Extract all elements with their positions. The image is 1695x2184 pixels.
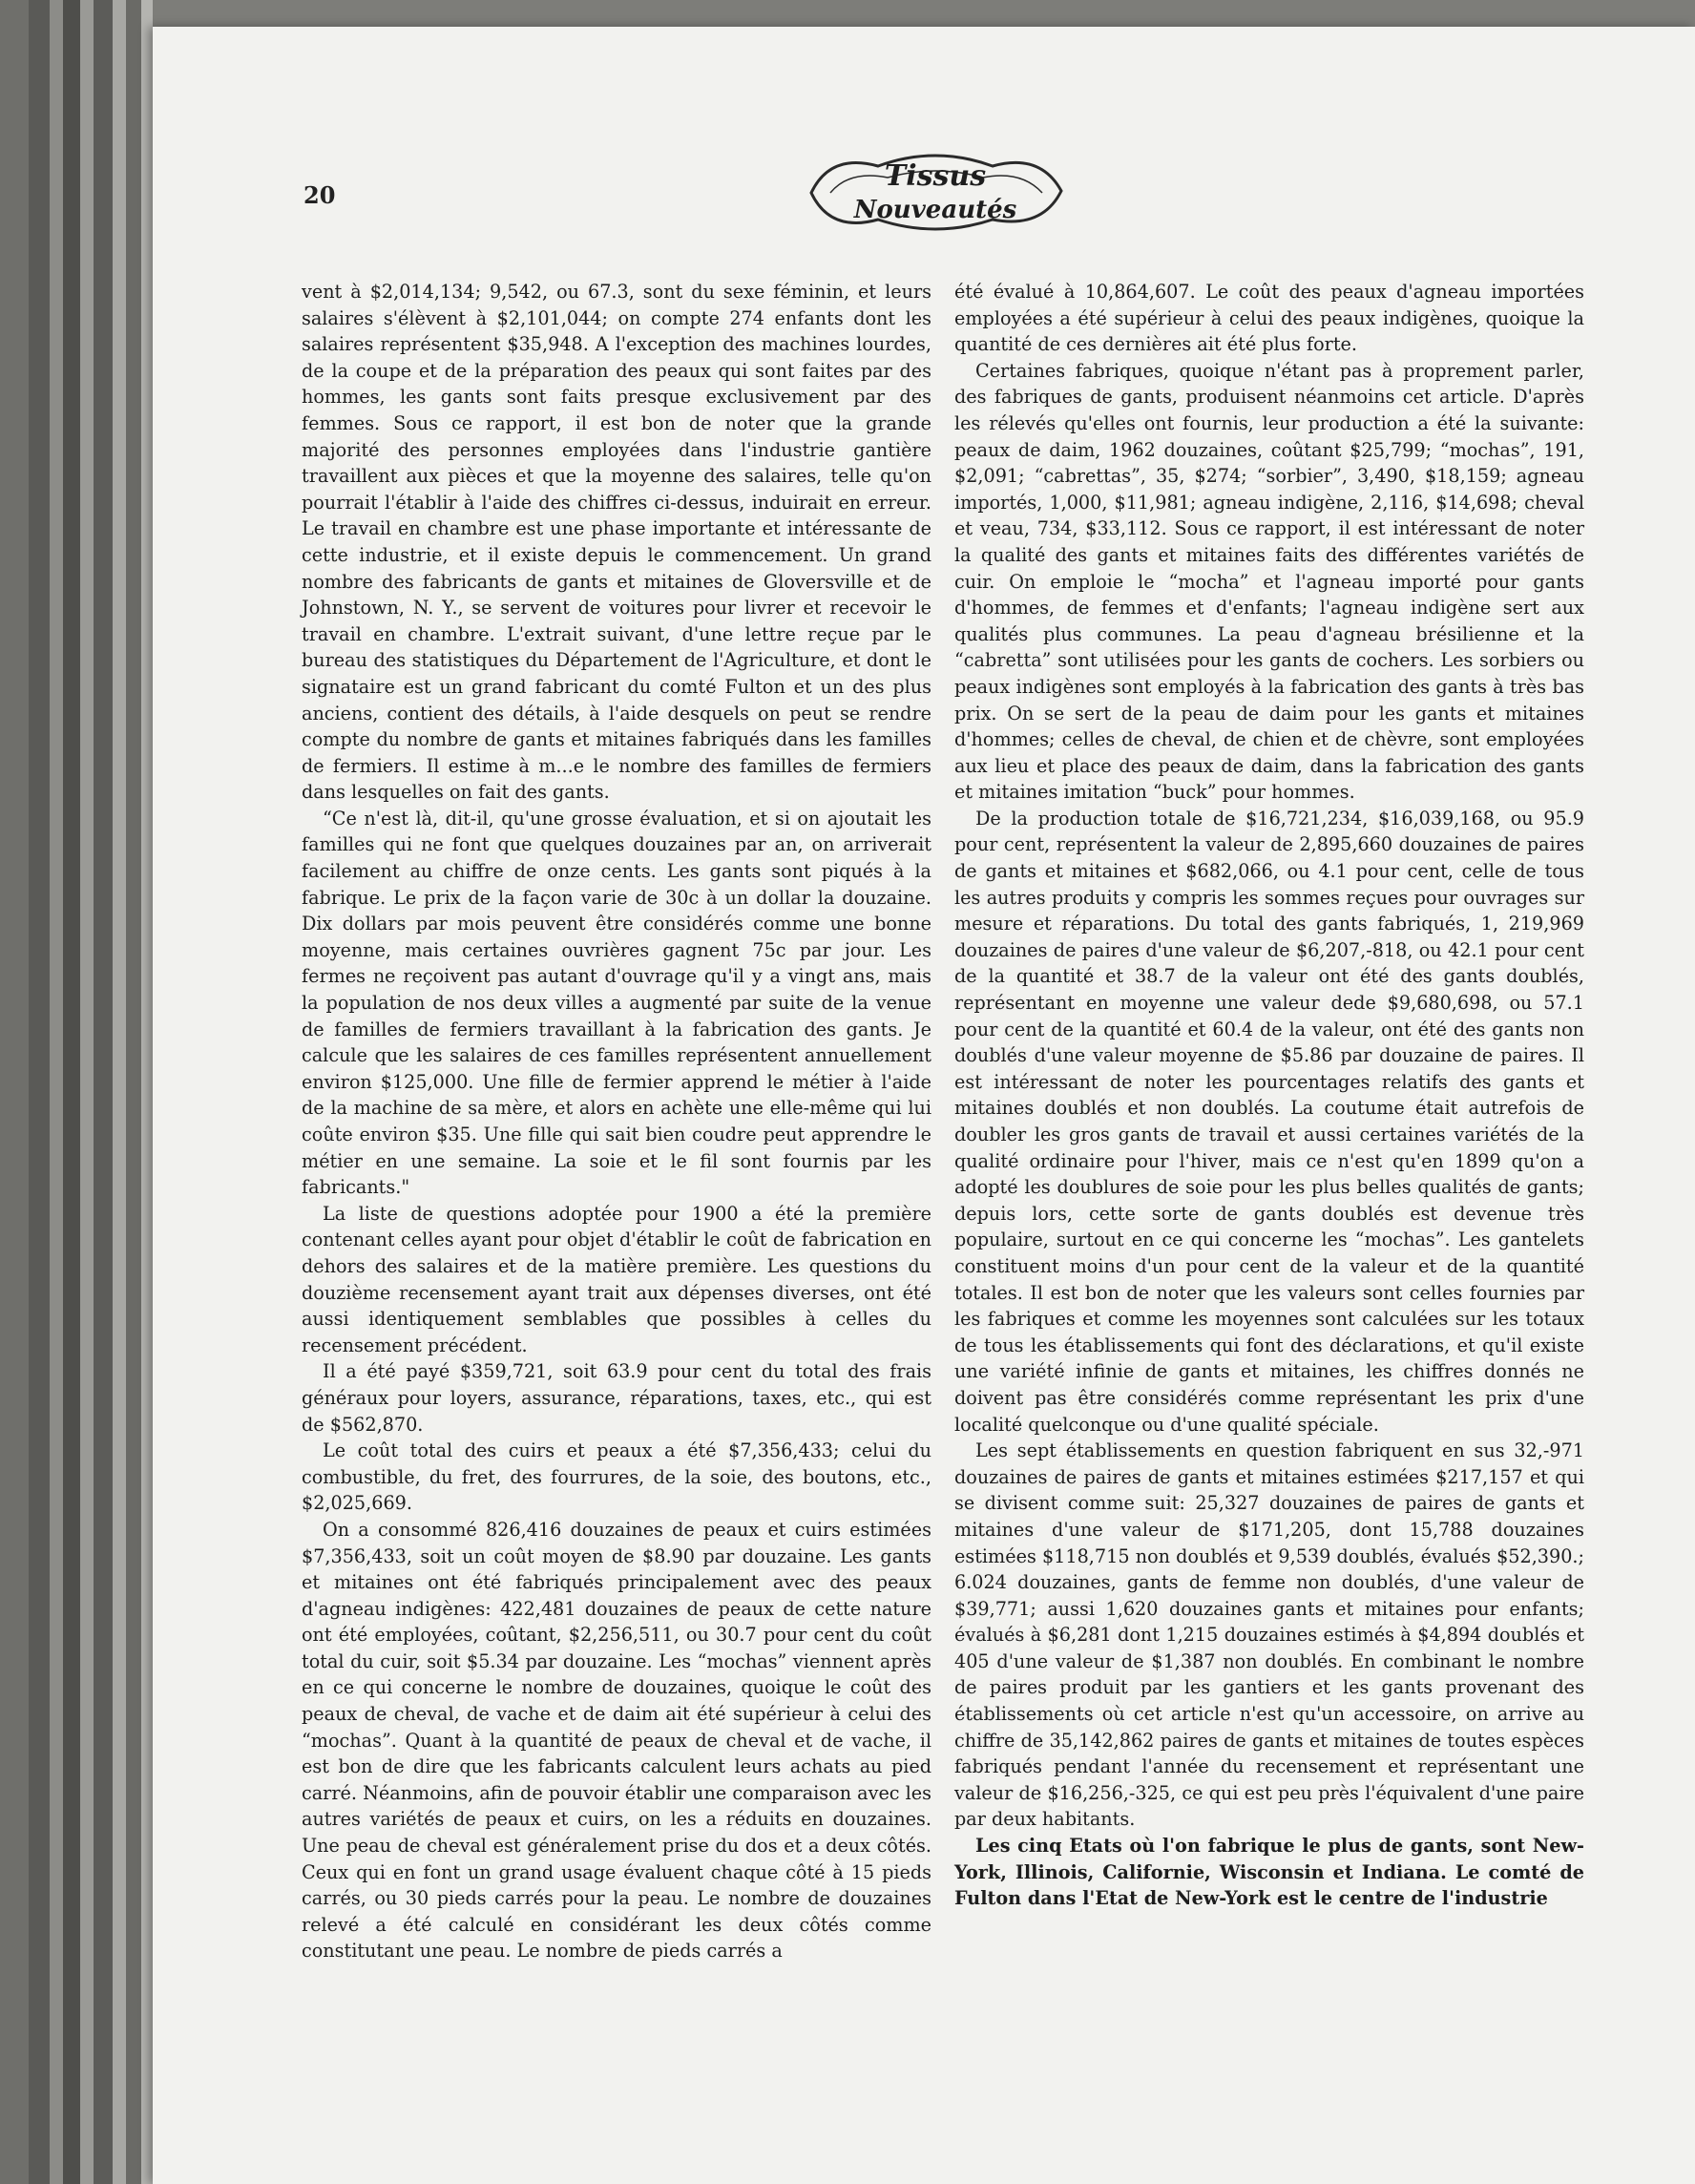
page-number: 20 [303, 181, 336, 209]
journal-logo [792, 145, 1078, 241]
right-column [954, 279, 1584, 1912]
paragraph: “Ce n'est là, dit-il, qu'une grosse évaluation, et si on ajoutait les familles qui ne font que quelques douzaines par an, on arriverait facilement au chiffre de onze cents. Les gants sont piqués à la fabrique. Le prix de la façon varie de 30c à un dollar la douzaine. Dix dollars par mois peuvent être considérés comme une bonne moyenne, mais certaines ouvrières gagnent 75c par jour. Les fermes ne reçoivent pas autant d'ouvrage qu'il y a vingt ans, mais la population de nos deux villes a augmenté par suite de la venue de familles de fermiers travaillant à la fabrication des gants. Je calcule que les salaires de ces familles représentent annuellement environ $125,000. Une fille de fermier apprend le métier à l'aide de la machine de sa mère, et alors en achète une elle-même qui lui coûte environ $35. Une fille qui sait bien coudre peut apprendre le métier en une semaine. La soie et le fil sont fournis par les fabricants." [302, 807, 931, 1199]
paragraph: Les sept établissements en question fabriquent en sus 32,-971 douzaines de paires de gants et mitaines estimées $217,157 et qui se divisent comme suit: 25,327 douzaines de paires de gants et mitaines d'une valeur de $171,205, dont 15,788 douzaines estimées $118,715 non doublés et 9,539 doublés, évalués $52,390.; 6.024 douzaines, gants de femme non doublés, d'une valeur de $39,771; aussi 1,620 douzaines gants et mitaines pour enfants; évalués à $6,281 dont 1,215 douzaines estimés à $4,894 doublés et 405 d'une valeur de $1,387 non doublés. En combinant le nombre de paires produit par les gantiers et les gants provenant des établissements où cet article n'est qu'un accessoire, on arrive au chiffre de 35,142,862 paires de gants et mitaines de toutes espèces fabriqués pendant l'année du recensement et représentant une valeur de $16,256,-325, ce qui est peu près l'équivalent d'une paire par deux habitants. [954, 1439, 1584, 1831]
paragraph: La liste de questions adoptée pour 1900 a été la première contenant celles ayant pour objet d'établir le coût de fabrication en dehors des salaires et de la matière première. Les questions du douzième recensement ayant trait aux dépenses diverses, ont été aussi identiquement semblables que possibles à celles du recensement précédent. [302, 1202, 931, 1356]
paragraph: Les cinq Etats où l'on fabrique le plus de gants, sont New-York, Illinois, Californie, Wisconsin et Indiana. Le comté de Fulton dans l'Etat de New-York est le centre de l'industrie [954, 1835, 1584, 1910]
left-column [302, 279, 931, 1964]
logo-line2: Nouveautés [853, 196, 1017, 224]
paragraph: été évalué à 10,864,607. Le coût des peaux d'agneau importées employées a été supérieur à celui des peaux indigènes, quoique la quantité de ces dernières ait été plus forte. [954, 281, 1584, 356]
logo-line1: Tissus [884, 159, 987, 193]
paragraph: Le coût total des cuirs et peaux a été $7,356,433; celui du combustible, du fret, des fourrures, de la soie, des boutons, etc., $2,025,669. [302, 1439, 931, 1515]
paragraph: Il a été payé $359,721, soit 63.9 pour cent du total des frais généraux pour loyers, assurance, réparations, taxes, etc., qui est de $562,870. [302, 1360, 931, 1436]
paragraph: Certaines fabriques, quoique n'étant pas à proprement parler, des fabriques de gants, produisent néanmoins cet article. D'après les rélevés qu'elles ont fournis, leur production a été la suivante: peaux de daim, 1962 douzaines, coûtant $25,799; “mochas”, 191, $2,091; “cabrettas”, 35, $274; “sorbier”, 3,490, $18,159; agneau importés, 1,000, $11,981; agneau indigène, 2,116, $14,698; cheval et veau, 734, $33,112. Sous ce rapport, il est intéressant de noter la qualité des gants et mitaines faits des différentes variétés de cuir. On emploie le “mocha” et l'agneau importé pour gants d'hommes, de femmes et d'enfants; l'agneau indigène sert aux qualités plus communes. La peau d'agneau brésilienne et la “cabretta” sont utilisées pour les gants de cochers. Les sorbiers ou peaux indigènes sont employés à la fabrication des gants à très bas prix. On se sert de la peau de daim pour les gants et mitaines d'hommes; celles de cheval, de chien et de chèvre, sont employées aux lieu et place des peaux de daim, dans la fabrication des gants et mitaines imitation “buck” pour hommes. [954, 359, 1584, 804]
paragraph: vent à $2,014,134; 9,542, ou 67.3, sont du sexe féminin, et leurs salaires s'élèvent à $2,101,044; on compte 274 enfants dont les salaires représentent $35,948. A l'exception des machines lourdes, de la coupe et de la préparation des peaux qui sont faites par des hommes, les gants sont faits presque exclusivement par des femmes. Sous ce rapport, il est bon de noter que la grande majorité des personnes employées dans l'industrie gantière travaillent aux pièces et que la moyenne des salaires, telle qu'on pourrait l'établir à l'aide des chiffres ci-dessus, induirait en erreur. Le travail en chambre est une phase importante et intéressante de cette industrie, et il existe depuis le commencement. Un grand nombre des fabricants de gants et mitaines de Gloversville et de Johnstown, N. Y., se servent de voitures pour livrer et recevoir le travail en chambre. L'extrait suivant, d'une lettre reçue par le bureau des statistiques du Département de l'Agriculture, et dont le signataire est un grand fabricant du comté Fulton et un des plus anciens, contient des détails, à l'aide desquels on peut se rendre compte du nombre de gants et mitaines fabriqués dans les familles de fermiers. Il estime à m...e le nombre des familles de fermiers dans lesquelles on fait des gants. [302, 281, 931, 804]
paragraph: On a consommé 826,416 douzaines de peaux et cuirs estimées $7,356,433, soit un coût moyen de $8.90 par douzaine. Les gants et mitaines ont été fabriqués principalement avec des peaux d'agneau indigènes: 422,481 douzaines de peaux de cette nature ont été employées, coûtant, $2,256,511, ou 30.7 pour cent du coût total du cuir, soit $5.34 par douzaine. Les “mochas” viennent après en ce qui concerne le nombre de douzaines, quoique le coût des peaux de cheval, de vache et de daim ait été supérieur à celui des “mochas”. Quant à la quantité de peaux de cheval et de vache, il est bon de dire que les fabricants calculent leurs achats au pied carré. Néanmoins, afin de pouvoir établir une comparaison avec les autres variétés de peaux et cuirs, on les a réduits en douzaines. Une peau de cheval est généralement prise du dos et a deux côtés. Ceux qui en font un grand usage évaluent chaque côté à 15 pieds carrés, ou 30 pieds carrés pour la peau. Le nombre de douzaines relevé a été calculé en considérant les deux côtés comme constitutant une peau. Le nombre de pieds carrés a [302, 1518, 931, 1963]
paragraph: De la production totale de $16,721,234, $16,039,168, ou 95.9 pour cent, représentent la valeur de 2,895,660 douzaines de paires de gants et mitaines et $682,066, ou 4.1 pour cent, celle de tous les autres produits y compris les sommes reçues pour ouvrages sur mesure et réparations. Du total des gants fabriqués, 1, 219,969 douzaines de paires d'une valeur de $6,207,-818, ou 42.1 pour cent de la quantité et 38.7 de la valeur ont été des gants doublés, représentant en moyenne une valeur dede $9,680,698, ou 57.1 pour cent de la quantité et 60.4 de la valeur, ont été des gants non doublés d'une valeur moyenne de $5.86 par douzaine de paires. Il est intéressant de noter les pourcentages relatifs des gants et mitaines doublés et non doublés. La coutume était autrefois de doubler les gros gants de travail et aussi certaines variétés de la qualité ordinaire pour l'hiver, mais ce n'est qu'en 1899 qu'on a adopté les doublures de soie pour les plus belles qualités de gants; depuis lors, cette sorte de gants doublés est devenue très populaire, surtout en ce qui concerne les “mochas”. Les gantelets constituent moins d'un pour cent de la valeur et de la quantité totales. Il est bon de noter que les valeurs sont celles fournies par les fabriques et comme les moyennes sont calculées sur les totaux de tous les établissements qui font des déclarations, et qu'il existe une variété infinie de gants et mitaines, les chiffres donnés ne doivent pas être considérés comme représentant les prix d'une localité quelconque ou d'une qualité spéciale. [954, 807, 1584, 1436]
